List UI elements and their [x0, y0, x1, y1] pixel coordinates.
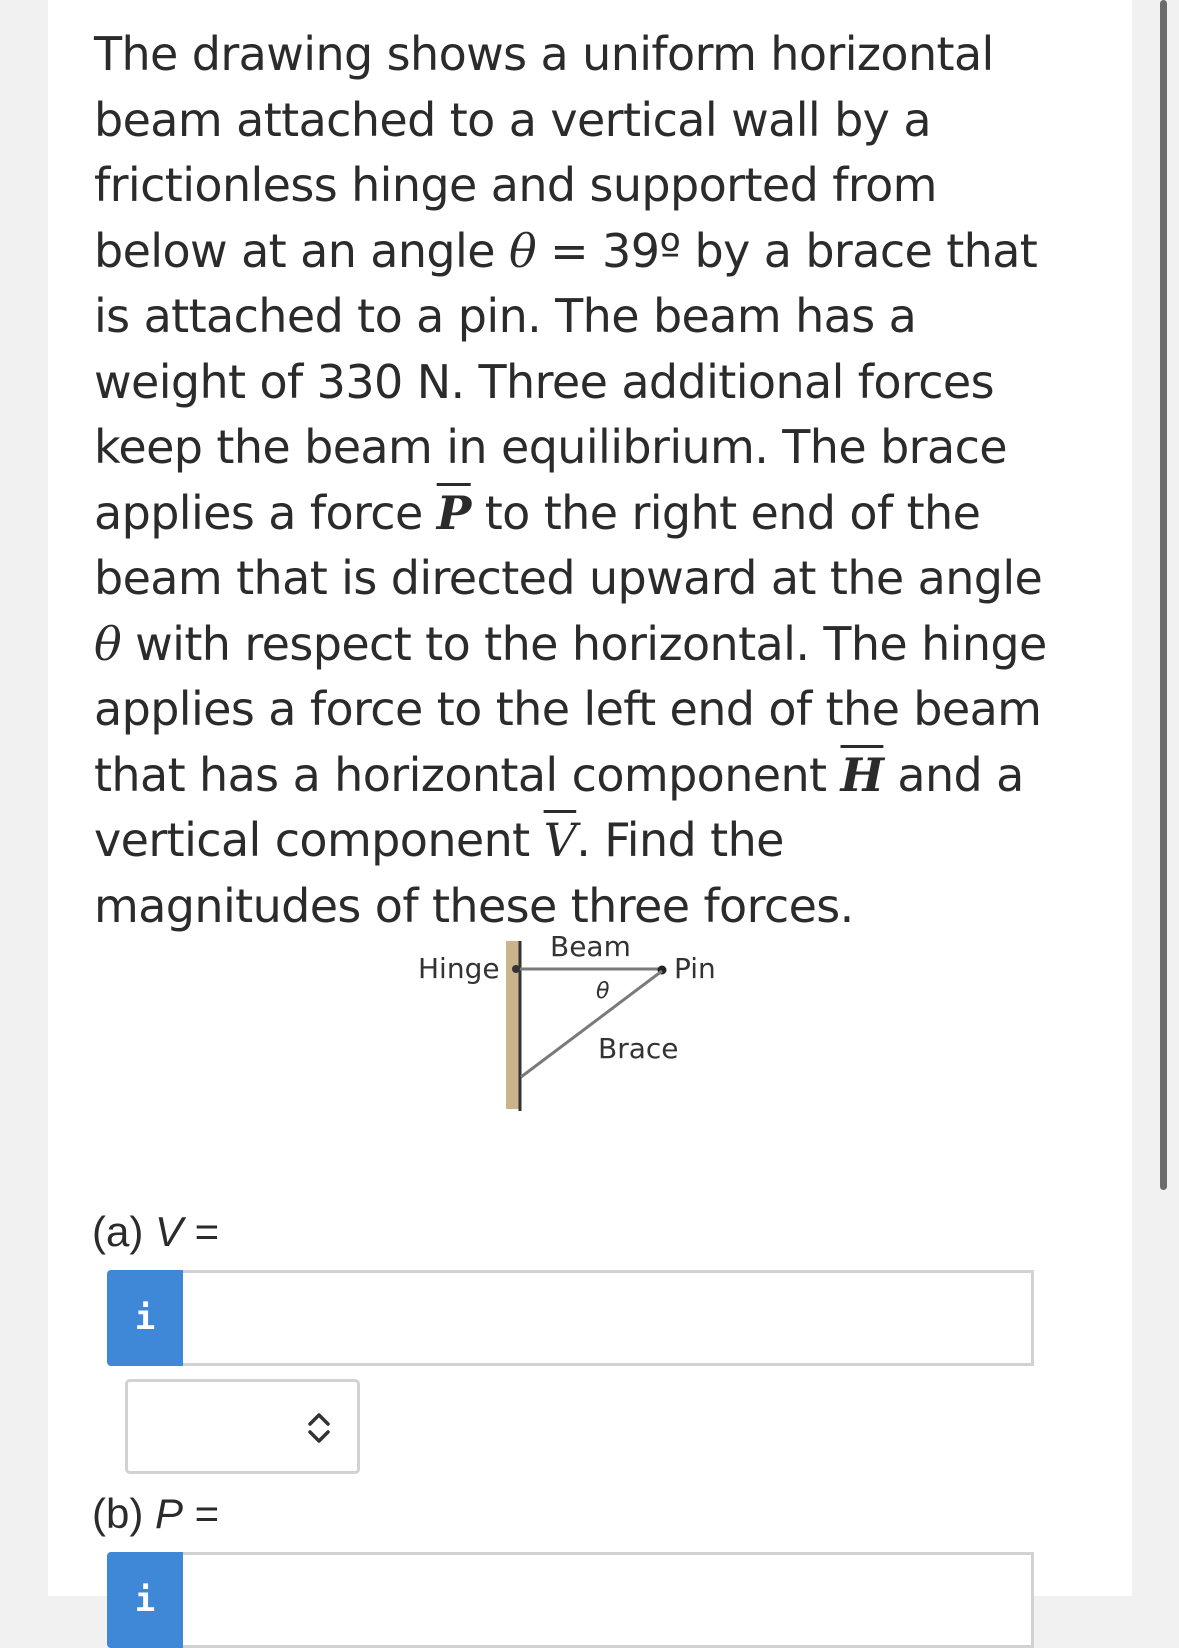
- beam-label: Beam: [550, 930, 631, 963]
- answer-a-row: [107, 1270, 1034, 1366]
- question-a-variable: V: [155, 1208, 184, 1255]
- problem-text: [94, 22, 1054, 939]
- problem-text-part: The drawing shows a uniform horizontal beam attached to a vertical wall by a frictionless hinge and supported from below at an angle: [94, 27, 994, 278]
- hinge-dot: [512, 965, 520, 973]
- force-v-symbol: $\overline{V}$: [543, 813, 577, 867]
- problem-text-part: and a vertical component: [94, 747, 1024, 867]
- question-a-label: [92, 1208, 219, 1256]
- question-b-label: [92, 1490, 219, 1538]
- question-a-prefix: (a): [92, 1208, 155, 1255]
- info-icon[interactable]: i: [107, 1270, 183, 1366]
- pin-label: Pin: [674, 952, 716, 985]
- beam-diagram: [410, 925, 750, 1125]
- chevron-up-down-icon: [306, 1408, 332, 1448]
- answer-b-input[interactable]: [183, 1552, 1034, 1648]
- force-p-symbol: $\overline{P}$: [436, 485, 471, 540]
- theta-symbol: θ: [94, 616, 122, 671]
- question-b-suffix: =: [183, 1490, 220, 1537]
- theta-label: θ: [596, 979, 610, 1004]
- question-b-prefix: (b): [92, 1490, 155, 1537]
- problem-text-part: with respect to the horizontal. The hinge applies a force to the left end of the beam that has a horizontal component: [94, 616, 1047, 802]
- info-icon[interactable]: i: [107, 1552, 183, 1648]
- answer-a-input[interactable]: [183, 1270, 1034, 1366]
- problem-text-part: = 39º by a brace that is attached to a pin. The beam has a weight of 330 N. Three additional forces keep the beam in equilibrium. The brace applies a force: [94, 223, 1038, 540]
- question-b-variable: P: [155, 1490, 184, 1537]
- question-a-suffix: =: [183, 1208, 220, 1255]
- problem-statement: [94, 22, 1054, 939]
- theta-symbol: θ: [508, 223, 537, 278]
- hinge-label: Hinge: [418, 952, 500, 985]
- problem-text-part: . Find the magnitudes of these three forces.: [94, 813, 854, 933]
- answer-b-row: [107, 1552, 1034, 1648]
- scrollbar[interactable]: [1160, 0, 1167, 1190]
- force-h-symbol: $\overline{H}$: [840, 747, 884, 802]
- brace-label: Brace: [598, 1032, 679, 1065]
- problem-text-part: to the right end of the beam that is directed upward at the angle: [94, 485, 1043, 605]
- unit-a-select[interactable]: [125, 1379, 360, 1474]
